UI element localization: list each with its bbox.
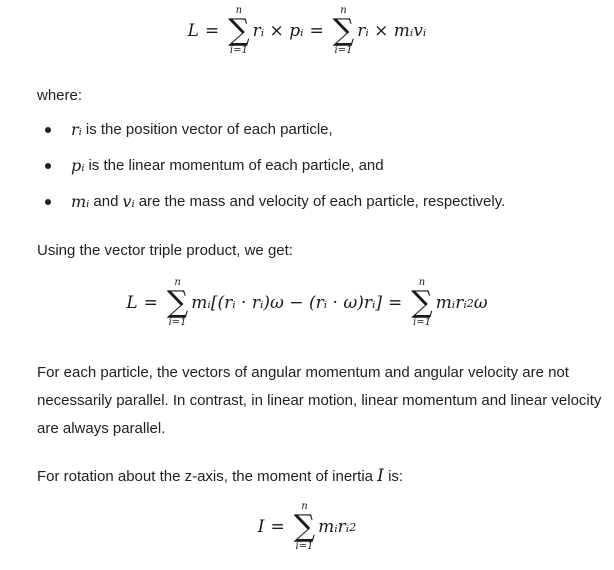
- eq2-sum-2-lower: i=1: [413, 317, 431, 328]
- inertia-intro-tail: is:: [388, 468, 404, 485]
- eq1-sum-1-lower: i=1: [229, 45, 248, 56]
- bullet-3-symbol-b: vᵢ: [122, 192, 135, 211]
- eq2-sum-2-upper: n: [418, 277, 426, 288]
- eq2-term1: mᵢ[(rᵢ · rᵢ)ω − (rᵢ · ω)rᵢ]: [191, 293, 383, 313]
- inertia-intro-text: For rotation about the z-axis, the moment of inertia: [37, 468, 373, 485]
- bullet-1-symbol: rᵢ: [71, 120, 82, 139]
- equation-triple-product: L = n ∑ i=1 mᵢ[(rᵢ · rᵢ)ω − (rᵢ · ω)rᵢ] = n ∑ i=1 mᵢrᵢ 2 ω: [126, 277, 488, 328]
- eq2-term2-base: mᵢrᵢ: [435, 293, 467, 313]
- inertia-intro: [37, 462, 607, 491]
- eq1-sum-2-lower: i=1: [334, 45, 353, 56]
- inertia-symbol: I: [377, 466, 384, 486]
- bullet-3-text: are the mass and velocity of each particle, respectively.: [138, 193, 506, 210]
- eq1-sum-1-upper: n: [235, 5, 243, 16]
- eq1-sum-2-upper: n: [340, 5, 347, 16]
- bullet-1-text: is the position vector of each particle,: [85, 121, 333, 138]
- bullet-2-text: is the linear momentum of each particle, and: [88, 157, 384, 174]
- equation-angular-momentum: L = n ∑ i=1 rᵢ × pᵢ = n ∑ i=1 rᵢ × mᵢvᵢ: [187, 5, 427, 56]
- eq3-term-base: mᵢrᵢ: [318, 517, 350, 537]
- bullet-linear-momentum: [37, 156, 607, 175]
- bullet-3-symbol-a: mᵢ: [71, 192, 90, 211]
- eq2-term2-tail: ω: [473, 293, 488, 313]
- bullet-dot: [45, 199, 51, 205]
- triple-product-intro: Using the vector triple product, we get:: [37, 242, 293, 259]
- eq2-sum-1-lower: i=1: [168, 317, 187, 328]
- eq2-sum-2: n ∑ i=1: [411, 277, 433, 328]
- eq3-term-sup: 2: [349, 520, 357, 534]
- parallel-paragraph: For each particle, the vectors of angular momentum and angular velocity are not necessarily parallel. In contrast, in linear motion, linear momentum and linear velocity are always parallel.: [37, 364, 602, 437]
- bullet-dot: [45, 163, 51, 169]
- eq1-sum-1: n ∑ i=1: [228, 5, 250, 56]
- eq1-lhs: L: [187, 21, 199, 41]
- eq2-sum-1: n ∑ i=1: [166, 277, 189, 328]
- eq1-term2: rᵢ × mᵢvᵢ: [357, 21, 427, 41]
- eq1-term1: rᵢ × pᵢ: [252, 21, 304, 41]
- eq2-term2-sup: 2: [466, 296, 474, 310]
- eq3-lhs: I: [257, 517, 265, 537]
- bullet-position-vector: [37, 120, 607, 139]
- bullet-2-symbol: pᵢ: [71, 156, 85, 175]
- eq3-sum-lower: i=1: [295, 541, 314, 552]
- bullet-3-middle: and: [93, 193, 119, 210]
- bullet-mass-velocity: [37, 192, 607, 211]
- eq2-sum-1-upper: n: [174, 277, 181, 288]
- eq1-sum-2: n ∑ i=1: [332, 5, 355, 56]
- eq3-sum: n ∑ i=1: [293, 501, 316, 552]
- bullet-dot: [45, 127, 51, 133]
- where-label: where:: [37, 87, 83, 104]
- equation-moment-of-inertia: I = n ∑ i=1 mᵢrᵢ 2: [257, 501, 357, 552]
- eq3-sum-upper: n: [301, 501, 308, 512]
- eq2-lhs: L: [126, 293, 138, 313]
